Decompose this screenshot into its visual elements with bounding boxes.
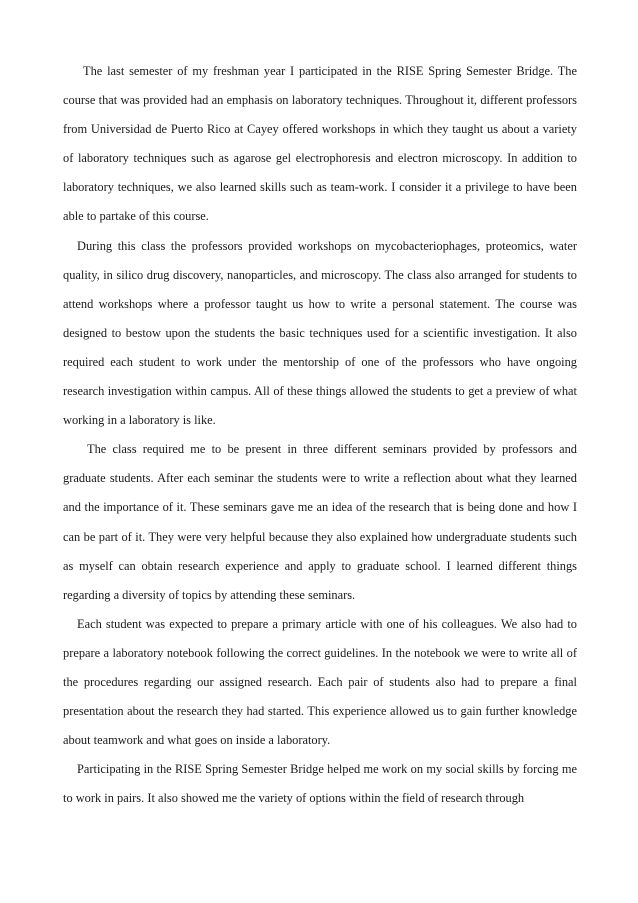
paragraph-1: The last semester of my freshman year I participated in the RISE Spring Semester Bridge. The course that was provided had an emphasis on laboratory techniques. Throughout it, different professors from Universidad de Puerto Rico at Cayey offered workshops in which they taught us about a variety of laboratory techniques such as agarose gel electrophoresis and electron microscopy. In addition to laboratory techniques, we also learned skills such as team-work. I consider it a privilege to have been able to partake of this course. [63, 64, 577, 224]
paragraph-5: Participating in the RISE Spring Semester Bridge helped me work on my social skills by forcing me to work in pairs. It also showed me the variety of options within the field of research through [63, 762, 577, 806]
paragraph-4: Each student was expected to prepare a primary article with one of his colleagues. We also had to prepare a laboratory notebook following the correct guidelines. In the notebook we were to write all of the procedures regarding our assigned research. Each pair of students also had to prepare a final presentation about the research they had started. This experience allowed us to gain further knowledge about teamwork and what goes on inside a laboratory. [63, 616, 577, 748]
paragraph-3: The class required me to be present in three different seminars provided by professors and graduate students. After each seminar the students were to write a reflection about what they learned and the importance of it. These seminars gave me an idea of the research that is being done and how I can be part of it. They were very helpful because they also explained how undergraduate students such as myself can obtain research experience and apply to graduate school. I learned different things regarding a diversity of topics by attending these seminars. [63, 442, 577, 602]
paragraph-2: During this class the professors provided workshops on mycobacteriophages, proteomics, water quality, in silico drug discovery, nanoparticles, and microscopy. The class also arranged for students to attend workshops where a professor taught us how to write a personal statement. The course was designed to bestow upon the students the basic techniques used for a scientific investigation. It also required each student to work under the mentorship of one of the professors who have ongoing research investigation within campus. All of these things allowed the students to get a preview of what working in a laboratory is like. [63, 238, 577, 428]
essay-body [63, 57, 577, 813]
